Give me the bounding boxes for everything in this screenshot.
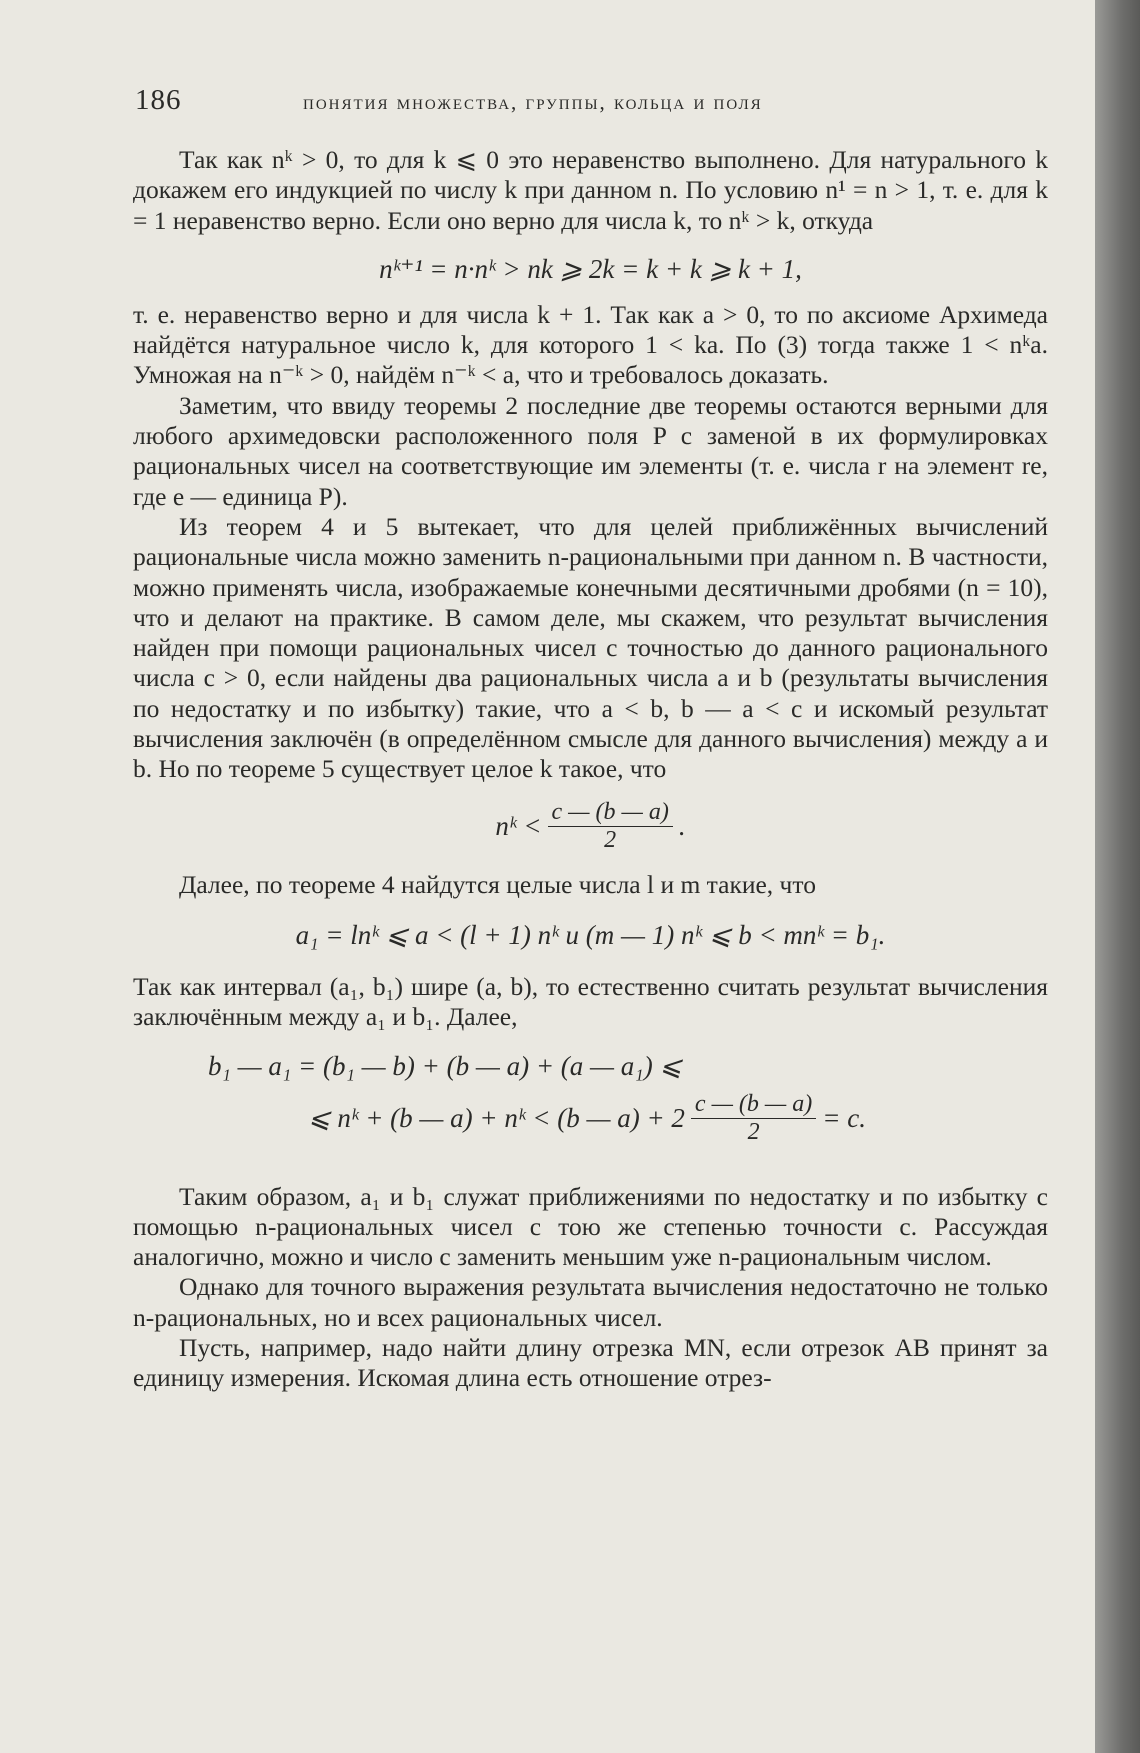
paragraph-6: Так как интервал (a₁, b₁) шире (a, b), то естественно считать результат вычисления заключённым между a₁ и b₁. Далее, xyxy=(133,971,1048,1032)
page-body xyxy=(133,145,1048,1394)
formula-a1-b1: a₁ = lnᵏ ⩽ a < (l + 1) nᵏ и (m — 1) nᵏ ⩽ b < mnᵏ = b₁. xyxy=(295,919,886,950)
formula-induction: nᵏ⁺¹ = n·nᵏ > nk ⩾ 2k = k + k ⩾ k + 1, xyxy=(379,253,802,284)
formula-difference-line1: b₁ — a₁ = (b₁ — b) + (b — a) + (a — a₁) ⩽ xyxy=(208,1050,683,1081)
fraction-numerator: c — (b — a) xyxy=(548,799,673,827)
paragraph-4: Из теорем 4 и 5 вытекает, что для целей приближённых вычислений рациональные числа можно заменить n-рациональными при данном n. В частности, можно применять числа, изображаемые конечными десятичными дробями (n = 10), что и делают на практике. В самом деле, мы скажем, что результат вычисления найден при помощи рациональных чисел с точностью до данного рационального числа c > 0, если найдены два рациональных числа a и b (результаты вычисления по недостатку и по избытку) такие, что a < b, b — a < c и искомый результат вычисления заключён (в определённом смысле для данного вычисления) между a и b. Но по теореме 5 существует целое k такое, что xyxy=(133,511,1048,784)
fraction xyxy=(691,1091,816,1146)
formula-difference-left: ⩽ nᵏ + (b — a) + nᵏ < (b — a) + 2 xyxy=(308,1103,685,1134)
running-head xyxy=(135,84,1050,124)
page-number: 186 xyxy=(135,84,182,116)
fraction-numerator: c — (b — a) xyxy=(691,1091,816,1119)
fraction-denominator: 2 xyxy=(604,826,617,853)
formula-nk-left: nᵏ < xyxy=(495,811,542,842)
paragraph-8: Однако для точного выражения результата вычисления недостаточно не только n-рациональных, но и всех рациональных чисел. xyxy=(133,1272,1048,1332)
paragraph-3: Заметим, что ввиду теоремы 2 последние две теоремы остаются верными для любого архимедовски расположенного поля P с заменой в их формулировках рациональных чисел на соответствующие им элементы (т. е. числа r на элемент re, где e — единица P). xyxy=(133,390,1048,511)
formula-difference-end: = c. xyxy=(822,1103,866,1134)
paragraph-1: Так как nᵏ > 0, то для k ⩽ 0 это неравенство выполнено. Для натурального k докажем его индукцией по числу k при данном n. По условию n¹ = n > 1, т. е. для k = 1 неравенство верно. Если оно верно для числа k, то nᵏ > k, откуда xyxy=(133,145,1048,235)
fraction-denominator: 2 xyxy=(747,1118,760,1145)
formula-difference-line2 xyxy=(133,1091,1048,1146)
fraction xyxy=(548,799,673,854)
formula-period: . xyxy=(678,811,686,842)
paragraph-2: т. е. неравенство верно и для числа k + 1. Так как a > 0, то по аксиоме Архимеда найдётся натуральное число k, для которого 1 < ka. По (3) тогда также 1 < nᵏa. Умножая на n⁻ᵏ > 0, найдём n⁻ᵏ < a, что и требовалось доказать. xyxy=(133,299,1048,390)
paragraph-9: Пусть, например, надо найти длину отрезка MN, если отрезок AB принят за единицу измерения. Искомая длина есть отношение отрез- xyxy=(133,1333,1048,1393)
paragraph-7: Таким образом, a₁ и b₁ служат приближениями по недостатку и по избытку с помощью n-рациональных чисел с тою же степенью точности c. Рассуждая аналогично, можно и число c заменить меньшим уже n-рациональным числом. xyxy=(133,1181,1048,1272)
formula-nk-bound xyxy=(133,799,1048,854)
paragraph-5: Далее, по теореме 4 найдутся целые числа l и m такие, что xyxy=(179,869,816,899)
running-title: понятия множества, группы, кольца и поля xyxy=(303,90,763,114)
scan-edge-shadow xyxy=(1095,0,1140,1753)
